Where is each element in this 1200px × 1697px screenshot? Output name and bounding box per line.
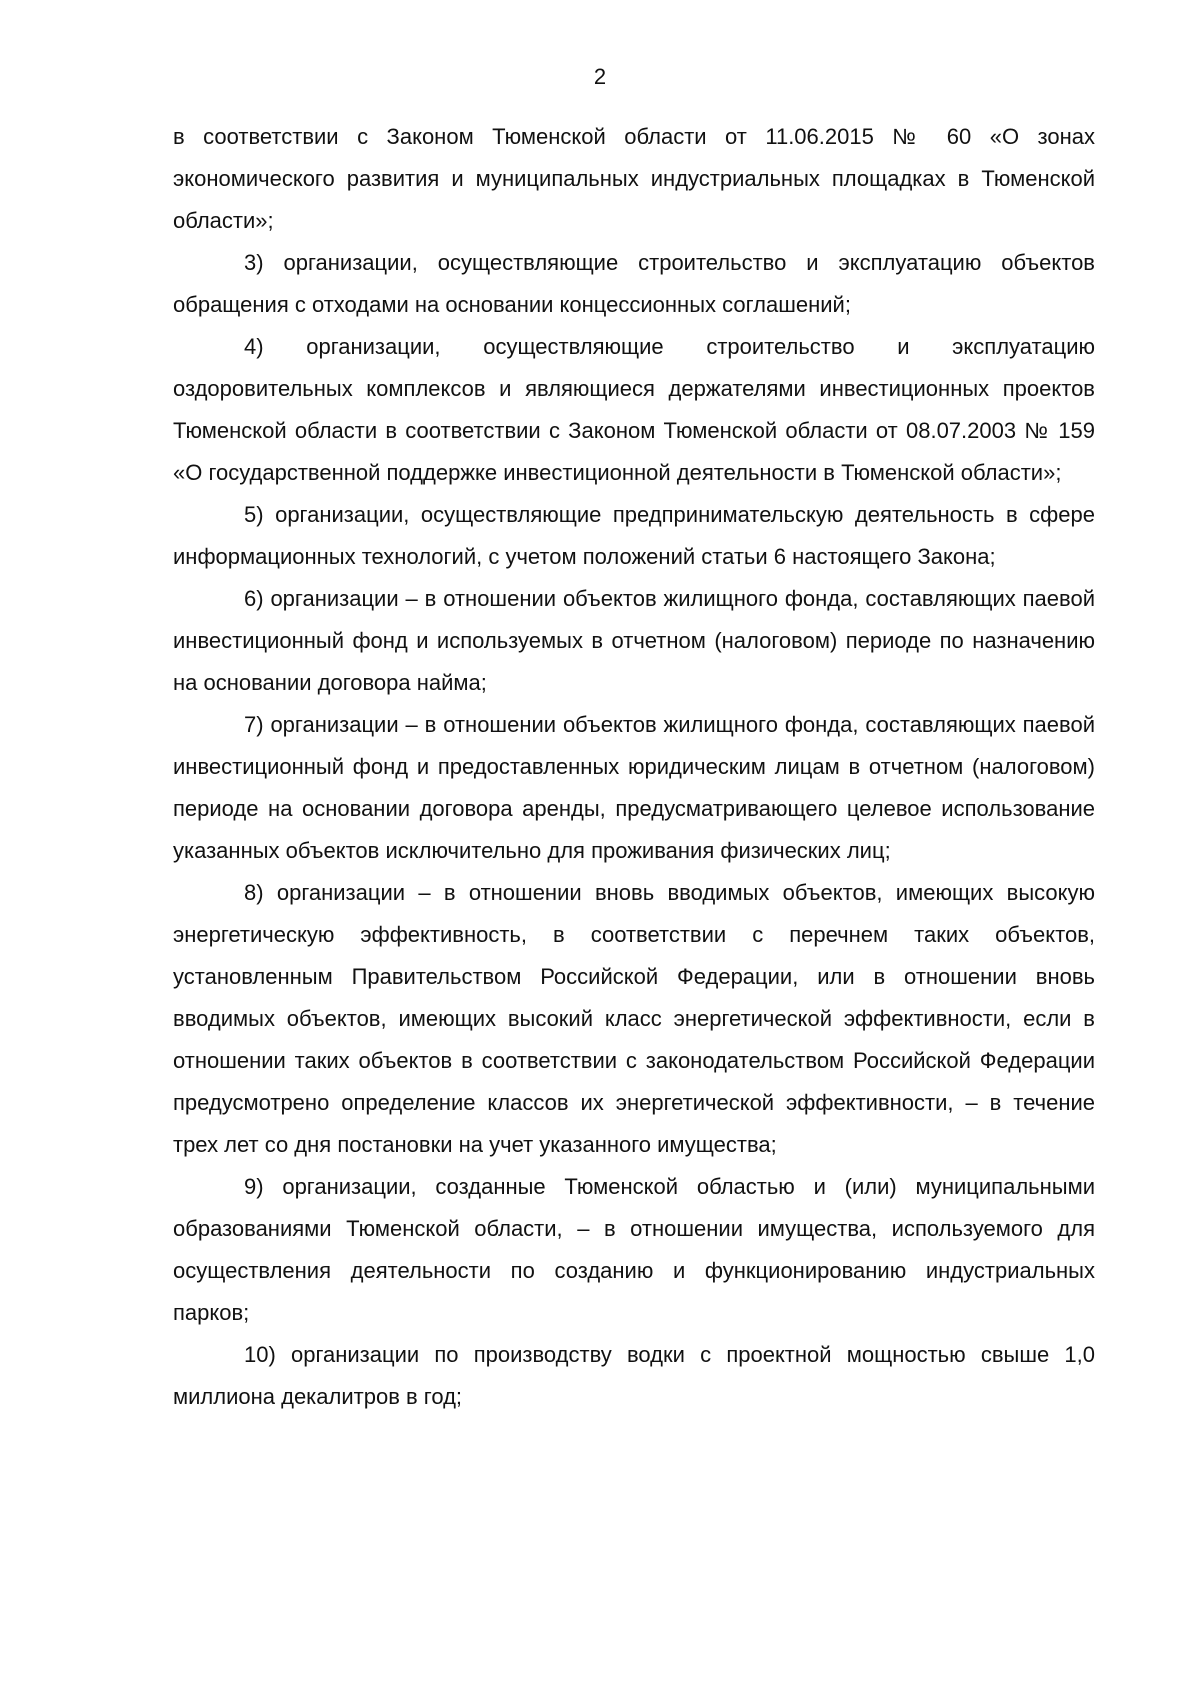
paragraph-item-5: 5) организации, осуществляющие предпринимательскую деятельность в сфере информационных технологий, с учетом положений статьи 6 настоящего Закона;: [173, 502, 1095, 569]
paragraph-item-7: 7) организации – в отношении объектов жилищного фонда, составляющих паевой инвестиционный фонд и предоставленных юридическим лицам в отчетном (налоговом) периоде на основании договора аренды, предусматривающего целевое использование указанных объектов исключительно для проживания физических лиц;: [173, 712, 1095, 863]
paragraph-item-8: 8) организации – в отношении вновь вводимых объектов, имеющих высокую энергетическую эффективность, в соответствии с перечнем таких объектов, установленным Правительством Российской Федерации, или в отношении вновь вводимых объектов, имеющих высокий класс энергетической эффективности, если в отношении таких объектов в соответствии с законодательством Российской Федерации предусмотрено определение классов их энергетической эффективности, – в течение трех лет со дня постановки на учет указанного имущества;: [173, 880, 1095, 1157]
paragraph-item-4: 4) организации, осуществляющие строительство и эксплуатацию оздоровительных комплексов и являющиеся держателями инвестиционных проектов Тюменской области в соответствии с Законом Тюменской области от 08.07.2003 № 159 «О государственной поддержке инвестиционной деятельности в Тюменской области»;: [173, 334, 1095, 485]
document-body: [173, 116, 1095, 1418]
page-number: 2: [593, 64, 607, 89]
paragraph-item-6: 6) организации – в отношении объектов жилищного фонда, составляющих паевой инвестиционный фонд и используемых в отчетном (налоговом) периоде по назначению на основании договора найма;: [173, 586, 1095, 695]
paragraph-continuation: в соответствии с Законом Тюменской области от 11.06.2015 № 60 «О зонах экономического развития и муниципальных индустриальных площадках в Тюменской области»;: [173, 124, 1095, 233]
paragraph-item-3: 3) организации, осуществляющие строительство и эксплуатацию объектов обращения с отходами на основании концессионных соглашений;: [173, 250, 1095, 317]
paragraph-item-9: 9) организации, созданные Тюменской областью и (или) муниципальными образованиями Тюменской области, – в отношении имущества, используемого для осуществления деятельности по созданию и функционированию индустриальных парков;: [173, 1174, 1095, 1325]
paragraph-item-10: 10) организации по производству водки с проектной мощностью свыше 1,0 миллиона декалитров в год;: [173, 1342, 1095, 1409]
